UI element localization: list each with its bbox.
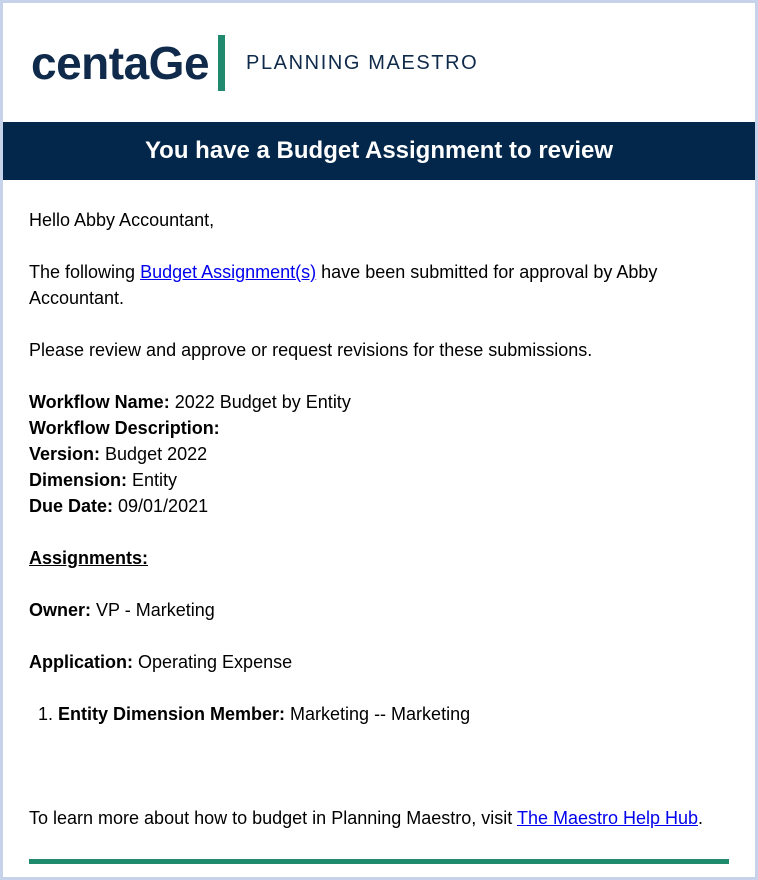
workflow-description-row bbox=[29, 415, 729, 441]
owner-label: Owner: bbox=[29, 600, 92, 620]
logo-header bbox=[3, 3, 755, 121]
product-name: PLANNING MAESTRO bbox=[246, 52, 479, 74]
due-date-row bbox=[29, 493, 729, 519]
dimension-value: Entity bbox=[127, 470, 178, 490]
workflow-name-label: Workflow Name: bbox=[29, 392, 170, 412]
help-hub-link[interactable]: The Maestro Help Hub bbox=[516, 808, 699, 828]
intro-suffix: have been submitted for approval by Abby Accountant. bbox=[29, 262, 658, 308]
help-paragraph bbox=[29, 805, 729, 831]
workflow-description-label: Workflow Description: bbox=[29, 418, 220, 438]
due-date-label: Due Date: bbox=[29, 496, 114, 516]
member-label: Entity Dimension Member: bbox=[58, 704, 286, 724]
title-banner bbox=[3, 122, 755, 180]
intro-prefix: The following bbox=[29, 262, 141, 282]
due-date-value: 09/01/2021 bbox=[113, 496, 209, 516]
budget-assignments-link[interactable]: Budget Assignment(s) bbox=[140, 262, 317, 282]
assignments-heading: Assignments: bbox=[29, 548, 149, 568]
version-row bbox=[29, 441, 729, 467]
list-item bbox=[58, 701, 729, 727]
application-row bbox=[29, 649, 729, 675]
version-value: Budget 2022 bbox=[100, 444, 208, 464]
dimension-row bbox=[29, 467, 729, 493]
owner-row bbox=[29, 597, 729, 623]
application-value: Operating Expense bbox=[133, 652, 293, 672]
greeting: Hello Abby Accountant, bbox=[29, 210, 215, 230]
banner-title: You have a Budget Assignment to review bbox=[144, 137, 614, 164]
logo-divider bbox=[218, 35, 225, 91]
help-suffix: . bbox=[698, 808, 704, 828]
help-prefix: To learn more about how to budget in Planning Maestro, visit bbox=[29, 808, 517, 828]
dimension-label: Dimension: bbox=[29, 470, 128, 490]
email-body bbox=[29, 207, 729, 831]
instruction-text: Please review and approve or request revisions for these submissions. bbox=[29, 340, 593, 360]
application-label: Application: bbox=[29, 652, 133, 672]
centage-logo: centaGe bbox=[31, 37, 210, 89]
member-list bbox=[29, 701, 729, 727]
footer-divider bbox=[29, 859, 729, 864]
member-value: Marketing -- Marketing bbox=[285, 704, 471, 724]
intro-paragraph bbox=[29, 259, 729, 311]
version-label: Version: bbox=[29, 444, 101, 464]
owner-value: VP - Marketing bbox=[91, 600, 215, 620]
workflow-name-row bbox=[29, 389, 729, 415]
workflow-name-value: 2022 Budget by Entity bbox=[169, 392, 351, 412]
